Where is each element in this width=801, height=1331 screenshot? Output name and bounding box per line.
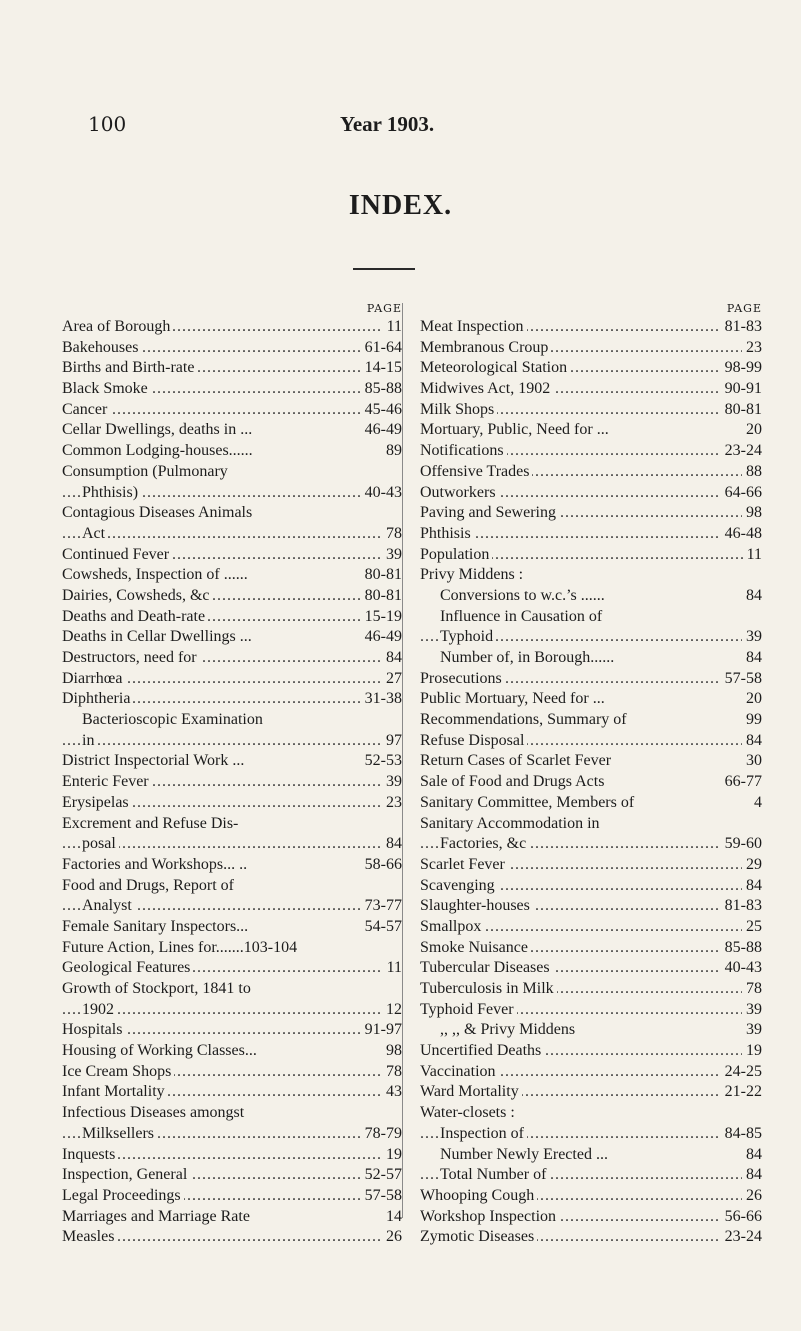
index-entry	[420, 814, 762, 835]
index-entry	[62, 420, 402, 441]
index-entry	[420, 1124, 762, 1145]
entry-text: ..... Uncertified Deaths	[420, 1041, 544, 1062]
index-entry	[420, 1227, 762, 1248]
index-entry	[420, 979, 762, 1000]
entry-text: ..... Bakehouses	[62, 338, 141, 359]
entry-page: 46-49	[361, 627, 402, 648]
entry-page: 61-64	[361, 338, 402, 359]
index-entry	[420, 503, 762, 524]
index-entry	[62, 751, 402, 772]
page-column-head: PAGE	[366, 302, 402, 315]
index-entry	[420, 420, 762, 441]
entry-text: ..... Erysipelas	[62, 793, 132, 814]
index-entry	[62, 917, 402, 938]
index-entry	[420, 338, 762, 359]
index-entry	[62, 586, 402, 607]
entry-text: ..... Measles	[62, 1227, 117, 1248]
entry-page: 20	[742, 689, 762, 710]
entry-text: Sanitary Committee, Members of	[420, 793, 637, 814]
entry-text: ..... Ward Mortality	[420, 1082, 522, 1103]
entry-text: ..... Notifications	[420, 441, 507, 462]
entry-text: ..... Paving and Sewering	[420, 503, 559, 524]
entry-page: 85-88	[721, 938, 762, 959]
entry-page: 80-81	[721, 400, 762, 421]
entry-page: 58-66	[361, 855, 402, 876]
entry-page: 84	[742, 876, 762, 897]
entry-text: ..... Infant Mortality	[62, 1082, 168, 1103]
entry-page: 11	[383, 317, 402, 338]
entry-text: District Inspectorial Work ...	[62, 751, 247, 772]
index-entry	[420, 689, 762, 710]
index-entry	[62, 958, 402, 979]
entry-text: ..... Workshop Inspection	[420, 1207, 559, 1228]
entry-page: 39	[742, 1000, 762, 1021]
entry-page: 46-49	[361, 420, 402, 441]
entry-text: ..... posal	[82, 834, 119, 855]
index-entry	[62, 338, 402, 359]
index-entry	[62, 793, 402, 814]
index-entry	[62, 876, 402, 897]
entry-text: ..... Smoke Nuisance	[420, 938, 531, 959]
entry-text: ..... Inquests	[62, 1145, 118, 1166]
index-entry	[62, 565, 402, 586]
entry-text: ..... Milksellers	[82, 1124, 157, 1145]
entry-text: ..... Area of Borough	[62, 317, 173, 338]
entry-text: ..... Enteric Fever	[62, 772, 152, 793]
index-entry	[62, 938, 402, 959]
index-entry	[420, 793, 762, 814]
index-entry	[420, 317, 762, 338]
entry-page: 66-77	[721, 772, 762, 793]
index-entry	[62, 689, 402, 710]
entry-text: ..... Scarlet Fever	[420, 855, 508, 876]
entry-text: ..... Cancer	[62, 400, 110, 421]
entry-text: ,, ,, & Privy Middens	[440, 1020, 578, 1041]
entry-page: 99	[742, 710, 762, 731]
entry-text: Food and Drugs, Report of	[62, 876, 237, 897]
index-entry	[62, 1041, 402, 1062]
index-entry	[62, 1103, 402, 1124]
index-entry	[62, 669, 402, 690]
index-entry	[420, 1145, 762, 1166]
entry-page: 45-46	[361, 400, 402, 421]
entry-page: 4	[750, 793, 762, 814]
entry-page: 21-22	[721, 1082, 762, 1103]
index-entry	[420, 379, 762, 400]
entry-text: ..... Zymotic Diseases	[420, 1227, 537, 1248]
title-rule	[353, 268, 415, 270]
entry-text: ..... Meteorological Station	[420, 358, 570, 379]
entry-text: ..... Legal Proceedings	[62, 1186, 184, 1207]
index-entry	[62, 358, 402, 379]
index-entry	[62, 483, 402, 504]
entry-text: ..... Outworkers	[420, 483, 499, 504]
index-entry	[62, 772, 402, 793]
entry-text: ..... Typhoid	[440, 627, 496, 648]
entry-page: 98-99	[721, 358, 762, 379]
index-entry	[62, 855, 402, 876]
entry-text: Recommendations, Summary of	[420, 710, 630, 731]
index-entry	[420, 917, 762, 938]
entry-text: ..... Phthisis)	[82, 483, 141, 504]
entry-text: ..... Total Number of	[440, 1165, 549, 1186]
entry-text: Deaths in Cellar Dwellings ...	[62, 627, 255, 648]
index-entry	[420, 1062, 762, 1083]
entry-page: 25	[742, 917, 762, 938]
entry-text: ..... Whooping Cough	[420, 1186, 537, 1207]
entry-page: 78	[382, 524, 402, 545]
entry-text: ..... Act	[82, 524, 108, 545]
index-entry	[62, 834, 402, 855]
entry-page: 91-97	[361, 1020, 402, 1041]
index-entry	[62, 441, 402, 462]
index-entry	[420, 834, 762, 855]
entry-text: Water-closets :	[420, 1103, 518, 1124]
index-entry	[420, 1000, 762, 1021]
entry-page: 12	[382, 1000, 402, 1021]
index-entry	[62, 979, 402, 1000]
entry-text: Sanitary Accommodation in	[420, 814, 603, 835]
page-column-head: PAGE	[726, 302, 762, 315]
entry-page: 73-77	[361, 896, 402, 917]
entry-page: 43	[382, 1082, 402, 1103]
entry-page: 64-66	[721, 483, 762, 504]
entry-text: Return Cases of Scarlet Fever	[420, 751, 614, 772]
index-column-right	[420, 300, 762, 1248]
entry-text: ..... Geological Features	[62, 958, 193, 979]
entry-page: 24-25	[721, 1062, 762, 1083]
index-entry	[420, 648, 762, 669]
entry-page: 78	[382, 1062, 402, 1083]
index-entry	[62, 607, 402, 628]
entry-text: ..... Destructors, need for	[62, 648, 200, 669]
entry-page: 97	[382, 731, 402, 752]
entry-text: ..... Dairies, Cowsheds, &c	[62, 586, 213, 607]
index-entry	[420, 1165, 762, 1186]
entry-page: 23-24	[721, 441, 762, 462]
page-number: 100	[88, 112, 127, 136]
page-header	[0, 112, 801, 142]
entry-page: 59-60	[721, 834, 762, 855]
entry-text: ..... Typhoid Fever	[420, 1000, 517, 1021]
entry-page: 52-57	[361, 1165, 402, 1186]
index-entry	[62, 1062, 402, 1083]
entry-text: ..... Factories, &c	[440, 834, 529, 855]
entry-text: ..... Deaths and Death-rate	[62, 607, 208, 628]
index-entry	[420, 462, 762, 483]
entry-text: Excrement and Refuse Dis-	[62, 814, 241, 835]
entry-text: ..... Membranous Croup	[420, 338, 551, 359]
index-title: INDEX.	[348, 190, 453, 221]
entry-text: ..... Phthisis	[420, 524, 474, 545]
entry-text: ..... Inspection, General	[62, 1165, 190, 1186]
entry-page: 14-15	[361, 358, 402, 379]
index-entry	[62, 400, 402, 421]
entry-page: 23-24	[721, 1227, 762, 1248]
index-entry	[62, 1186, 402, 1207]
entry-page: 11	[383, 958, 402, 979]
entry-page: 84	[742, 648, 762, 669]
index-entry	[420, 358, 762, 379]
index-entry	[62, 462, 402, 483]
entry-page: 46-48	[721, 524, 762, 545]
entry-page: 27	[382, 669, 402, 690]
index-entry	[420, 524, 762, 545]
entry-page: 29	[742, 855, 762, 876]
entries-left	[62, 317, 402, 1248]
entry-page: 84	[742, 586, 762, 607]
index-entry	[420, 958, 762, 979]
entry-text: ..... 1902	[82, 1000, 117, 1021]
entries-right	[420, 317, 762, 1248]
index-entry	[62, 1165, 402, 1186]
index-entry	[420, 483, 762, 504]
entry-text: ..... Prosecutions	[420, 669, 505, 690]
index-entry	[420, 710, 762, 731]
entry-text: ..... in	[82, 731, 97, 752]
entry-page: 52-53	[361, 751, 402, 772]
index-entry	[420, 627, 762, 648]
index-entry	[62, 1207, 402, 1228]
entry-page: 98	[742, 503, 762, 524]
entry-page: 56-66	[721, 1207, 762, 1228]
entry-text: ..... Ice Cream Shops	[62, 1062, 174, 1083]
entry-text: ..... Tuberculosis in Milk	[420, 979, 557, 1000]
entry-text: ..... Midwives Act, 1902	[420, 379, 553, 400]
index-entry	[62, 545, 402, 566]
entry-page: 26	[382, 1227, 402, 1248]
index-entry	[62, 1124, 402, 1145]
entry-page: 90-91	[721, 379, 762, 400]
entry-page: 31-38	[361, 689, 402, 710]
entry-page: 39	[742, 627, 762, 648]
entry-text: ..... Black Smoke	[62, 379, 151, 400]
entry-page: 26	[742, 1186, 762, 1207]
entry-page: 89	[382, 441, 402, 462]
entry-page: 30	[742, 751, 762, 772]
entry-text: ..... Diphtheria	[62, 689, 133, 710]
entry-text: Female Sanitary Inspectors...	[62, 917, 251, 938]
index-entry	[420, 855, 762, 876]
entry-page: 39	[382, 772, 402, 793]
entry-text: Future Action, Lines for.......103-104	[62, 938, 300, 959]
index-entry	[420, 1186, 762, 1207]
index-entry	[420, 1103, 762, 1124]
index-entry	[62, 710, 402, 731]
entry-page: 85-88	[361, 379, 402, 400]
index-entry	[62, 1145, 402, 1166]
column-divider	[402, 303, 403, 1218]
entry-text: Number Newly Erected ...	[440, 1145, 611, 1166]
entry-page: 39	[742, 1020, 762, 1041]
entry-page: 40-43	[361, 483, 402, 504]
entry-page: 15-19	[361, 607, 402, 628]
index-entry	[420, 669, 762, 690]
index-entry	[420, 441, 762, 462]
entry-page: 80-81	[361, 565, 402, 586]
entry-text: ..... Vaccination	[420, 1062, 499, 1083]
entry-page: 20	[742, 420, 762, 441]
entry-text: Mortuary, Public, Need for ...	[420, 420, 612, 441]
entry-text: Common Lodging-houses......	[62, 441, 256, 462]
entry-text: Conversions to w.c.’s ......	[440, 586, 608, 607]
entry-text: Privy Middens :	[420, 565, 526, 586]
entry-text: ..... Tubercular Diseases	[420, 958, 553, 979]
entry-text: Public Mortuary, Need for ...	[420, 689, 608, 710]
entry-text: Cellar Dwellings, deaths in ...	[62, 420, 255, 441]
entry-text: ..... Population	[420, 545, 492, 566]
index-entry	[420, 938, 762, 959]
entry-text: Factories and Workshops... ..	[62, 855, 250, 876]
entry-text: ..... Scavenging	[420, 876, 498, 897]
index-entry	[62, 379, 402, 400]
index-entry	[420, 400, 762, 421]
entry-page: 23	[382, 793, 402, 814]
entry-text: Growth of Stockport, 1841 to	[62, 979, 254, 1000]
entry-text: ..... Inspection of	[440, 1124, 527, 1145]
entry-text: Cowsheds, Inspection of ......	[62, 565, 251, 586]
entry-page: 14	[382, 1207, 402, 1228]
entry-page: 81-83	[721, 317, 762, 338]
index-entry	[420, 1020, 762, 1041]
entry-text: Housing of Working Classes...	[62, 1041, 260, 1062]
entry-page: 80-81	[361, 586, 402, 607]
index-entry	[62, 503, 402, 524]
index-entry	[62, 1082, 402, 1103]
entry-page: 84	[382, 648, 402, 669]
entry-text: ..... Diarrhœa	[62, 669, 125, 690]
index-entry	[62, 627, 402, 648]
entry-page: 54-57	[361, 917, 402, 938]
entry-page: 23	[742, 338, 762, 359]
index-entry	[62, 648, 402, 669]
entry-text: Marriages and Marriage Rate	[62, 1207, 253, 1228]
entry-text: ..... Meat Inspection	[420, 317, 527, 338]
index-entry	[420, 565, 762, 586]
index-entry	[420, 896, 762, 917]
entry-text: Infectious Diseases amongst	[62, 1103, 247, 1124]
entry-page: 19	[382, 1145, 402, 1166]
entry-text: ..... Refuse Disposal	[420, 731, 527, 752]
index-entry	[420, 1041, 762, 1062]
index-entry	[62, 1227, 402, 1248]
index-entry	[420, 731, 762, 752]
index-entry	[420, 751, 762, 772]
entry-text: ..... Continued Fever	[62, 545, 172, 566]
entry-page: 84	[742, 1145, 762, 1166]
entry-page: 57-58	[721, 669, 762, 690]
index-entry	[420, 545, 762, 566]
entry-text: Contagious Diseases Animals	[62, 503, 255, 524]
entry-page: 78	[742, 979, 762, 1000]
index-entry	[62, 814, 402, 835]
running-title: Year 1903.	[340, 112, 435, 136]
entry-page: 40-43	[721, 958, 762, 979]
index-entry	[62, 896, 402, 917]
entry-text: ..... Hospitals	[62, 1020, 125, 1041]
entry-page: 39	[382, 545, 402, 566]
index-entry	[62, 1000, 402, 1021]
entry-page: 88	[742, 462, 762, 483]
entry-page: 84	[742, 731, 762, 752]
entry-page: 11	[743, 545, 762, 566]
entry-text: Influence in Causation of	[440, 607, 605, 628]
entry-text: ..... Births and Birth-rate	[62, 358, 197, 379]
entry-text: Bacterioscopic Examination	[82, 710, 266, 731]
index-entry	[62, 317, 402, 338]
entry-text: Number of, in Borough......	[440, 648, 617, 669]
entry-text: Sale of Food and Drugs Acts	[420, 772, 607, 793]
entry-page: 19	[742, 1041, 762, 1062]
entry-text: ..... Slaughter-houses	[420, 896, 533, 917]
entry-page: 98	[382, 1041, 402, 1062]
entry-page: 81-83	[721, 896, 762, 917]
entry-text: ..... Offensive Trades	[420, 462, 532, 483]
index-entry	[420, 1082, 762, 1103]
entry-text: Consumption (Pulmonary	[62, 462, 231, 483]
index-entry	[420, 1207, 762, 1228]
entry-page: 57-58	[361, 1186, 402, 1207]
entry-text: ..... Smallpox	[420, 917, 484, 938]
index-entry	[420, 876, 762, 897]
index-entry	[420, 772, 762, 793]
entry-page: 78-79	[361, 1124, 402, 1145]
entry-page: 84	[742, 1165, 762, 1186]
entry-page: 84-85	[721, 1124, 762, 1145]
entry-text: ..... Analyst	[82, 896, 135, 917]
index-entry	[62, 524, 402, 545]
index-entry	[420, 586, 762, 607]
index-column-left	[62, 300, 402, 1248]
index-entry	[62, 731, 402, 752]
index-entry	[62, 1020, 402, 1041]
entry-page: 84	[382, 834, 402, 855]
index-entry	[420, 607, 762, 628]
entry-text: ..... Milk Shops	[420, 400, 497, 421]
